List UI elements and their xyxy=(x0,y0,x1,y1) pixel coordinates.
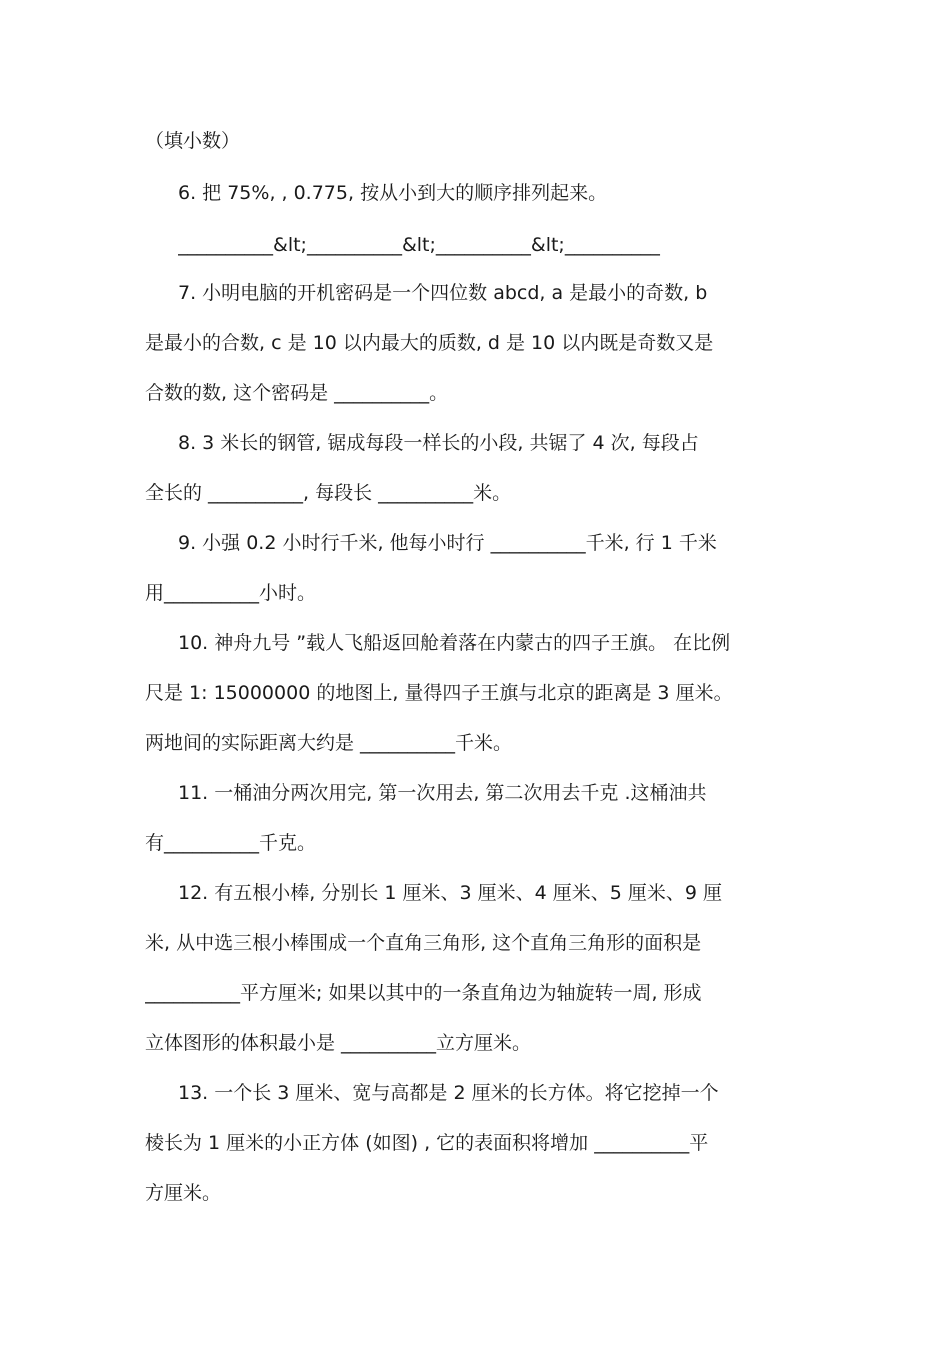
question-11-line-2: 有__________千克。 xyxy=(145,832,317,854)
question-11: 11. 一桶油分两次用完, 第一次用去, 第二次用去千克 .这桶油共 xyxy=(178,782,707,804)
question-12-line-4: 立体图形的体积最小是 __________立方厘米。 xyxy=(145,1032,532,1054)
question-10-line-3: 两地间的实际距离大约是 __________千米。 xyxy=(145,732,513,754)
question-7-line-3: 合数的数, 这个密码是 __________。 xyxy=(145,382,449,404)
question-6: 6. 把 75%, , 0.775, 按从小到大的顺序排列起来。 xyxy=(178,182,608,204)
question-13-line-2: 棱长为 1 厘米的小正方体 (如图) , 它的表面积将增加 __________平 xyxy=(145,1132,709,1154)
question-7: 7. 小明电脑的开机密码是一个四位数 abcd, a 是最小的奇数, b xyxy=(178,282,708,304)
question-9-line-2: 用__________小时。 xyxy=(145,582,317,604)
question-12: 12. 有五根小棒, 分别长 1 厘米、3 厘米、4 厘米、5 厘米、9 厘 xyxy=(178,882,723,904)
question-7-line-2: 是最小的合数, c 是 10 以内最大的质数, d 是 10 以内既是奇数又是 xyxy=(145,332,714,354)
question-13: 13. 一个长 3 厘米、宽与高都是 2 厘米的长方体。将它挖掉一个 xyxy=(178,1082,719,1104)
question-9: 9. 小强 0.2 小时行千米, 他每小时行 __________千米, 行 1 千米 xyxy=(178,532,717,554)
text-line-unit-note: （填小数） xyxy=(145,130,241,152)
question-12-line-3: __________平方厘米; 如果以其中的一条直角边为轴旋转一周, 形成 xyxy=(145,982,702,1004)
question-8: 8. 3 米长的钢管, 锯成每段一样长的小段, 共锯了 4 次, 每段占 xyxy=(178,432,699,454)
question-8-line-2: 全长的 __________, 每段长 __________米。 xyxy=(145,482,512,504)
question-6-answer-blanks: __________&lt;__________&lt;__________&lt;__________ xyxy=(178,234,660,256)
question-13-line-3: 方厘米。 xyxy=(145,1182,222,1204)
question-10: 10. 神舟九号 ”载人飞船返回舱着落在内蒙古的四子王旗。 在比例 xyxy=(178,632,731,654)
question-10-line-2: 尺是 1: 15000000 的地图上, 量得四子王旗与北京的距离是 3 厘米。 xyxy=(145,682,733,704)
question-12-line-2: 米, 从中选三根小棒围成一个直角三角形, 这个直角三角形的面积是 xyxy=(145,932,702,954)
